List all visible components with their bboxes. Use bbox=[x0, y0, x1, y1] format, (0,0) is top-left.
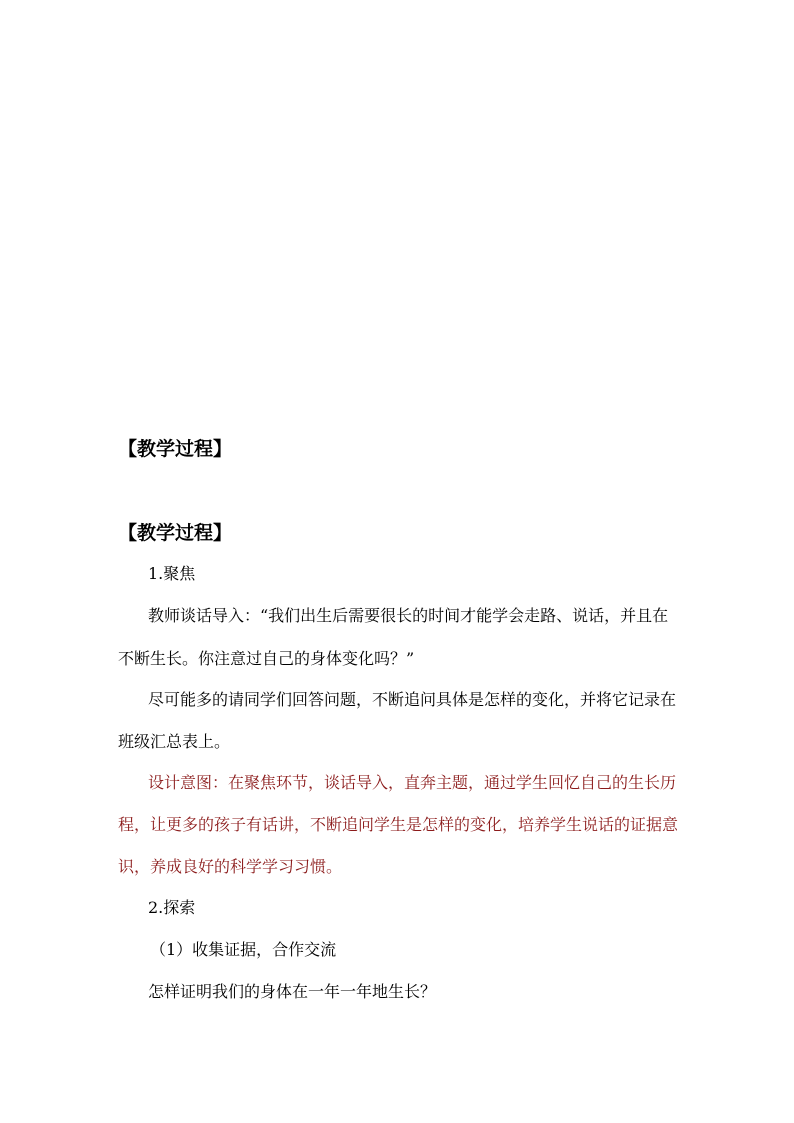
explore-question: 怎样证明我们的身体在一年一年地生长？ bbox=[148, 982, 437, 1001]
design-intent-line-1: 设计意图：在聚焦环节，谈话导入，直奔主题，通过学生回忆自己的生长历 bbox=[148, 773, 677, 792]
section-heading-2: 【教学过程】 bbox=[118, 522, 233, 544]
ask-paragraph-line-1: 尽可能多的请同学们回答问题，不断追问具体是怎样的变化，并将它记录在 bbox=[148, 690, 677, 709]
step-title-focus: 1.聚焦 bbox=[148, 564, 196, 583]
design-intent-line-3: 识，养成良好的科学学习习惯。 bbox=[118, 857, 343, 876]
intro-paragraph-line-1: 教师谈话导入：“我们出生后需要很长的时间才能学会走路、说话，并且在 bbox=[148, 606, 669, 625]
design-intent-line-2: 程，让更多的孩子有话讲，不断追问学生是怎样的变化，培养学生说话的证据意 bbox=[118, 815, 679, 834]
intro-paragraph-line-2: 不断生长。你注意过自己的身体变化吗？” bbox=[118, 649, 415, 668]
step-title-explore: 2.探索 bbox=[148, 898, 196, 917]
sub-step-title: （1）收集证据，合作交流 bbox=[150, 940, 337, 959]
section-heading-1: 【教学过程】 bbox=[118, 438, 233, 460]
ask-paragraph-line-2: 班级汇总表上。 bbox=[118, 732, 231, 751]
